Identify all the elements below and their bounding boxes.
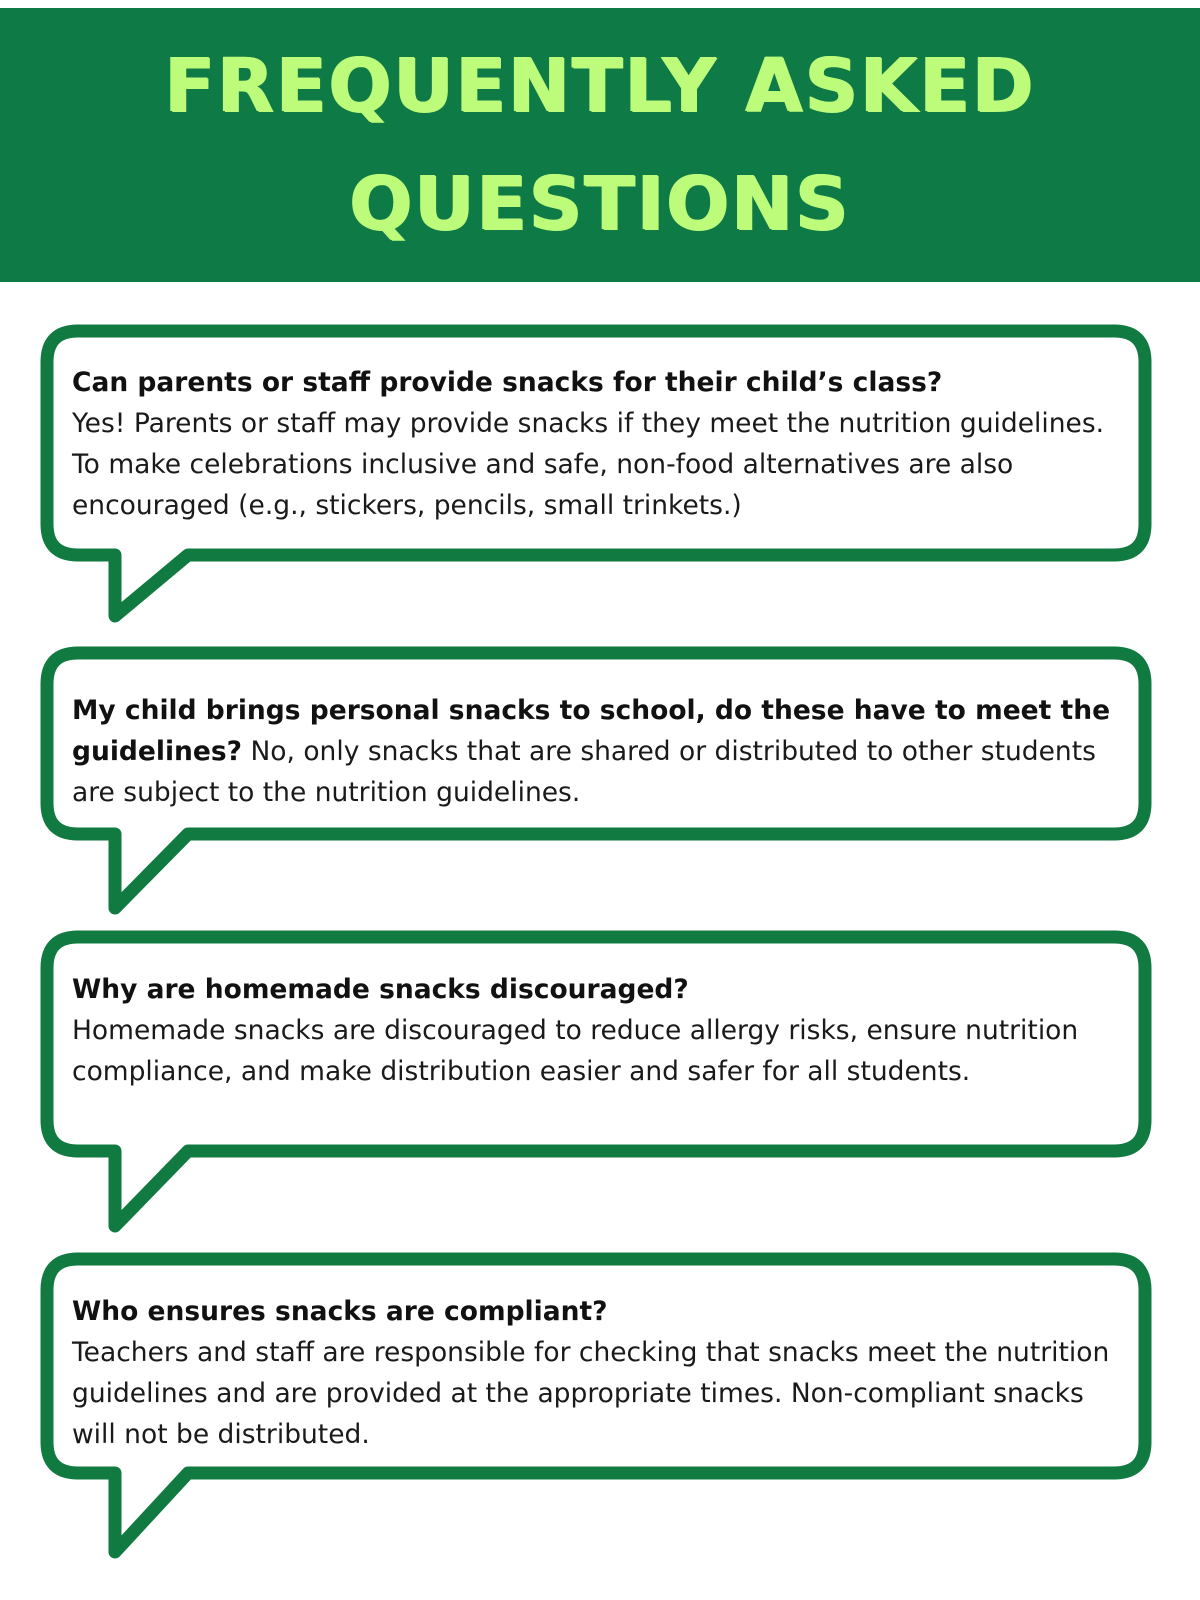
- faq-text-3: [72, 969, 1112, 1092]
- page-header: [0, 8, 1200, 282]
- faq-question-4: Who ensures snacks are compliant?: [72, 1296, 608, 1327]
- faq-answer-4: Teachers and staff are responsible for checking that snacks meet the nutrition guidelines and are provided at the appropriate times. Non-compliant snacks will not be distributed.: [72, 1337, 1110, 1450]
- page-title-line-1: FREQUENTLY ASKED: [164, 43, 1036, 129]
- faq-answer-1: Yes! Parents or staff may provide snacks if they meet the nutrition guidelines. To make celebrations inclusive and safe, non-food alternatives are also encouraged (e.g., stickers, pencils, small trinkets.): [72, 408, 1105, 521]
- faq-text-2: [72, 690, 1112, 813]
- faq-question-1: Can parents or staff provide snacks for their child’s class?: [72, 367, 943, 398]
- faq-answer-2: No, only snacks that are shared or distributed to other students are subject to the nutrition guidelines.: [72, 736, 1096, 808]
- faq-question-3: Why are homemade snacks discouraged?: [72, 974, 689, 1005]
- faq-answer-3: Homemade snacks are discouraged to reduce allergy risks, ensure nutrition compliance, and make distribution easier and safer for all students.: [72, 1015, 1079, 1087]
- faq-text-4: [72, 1291, 1112, 1455]
- faq-text-1: [72, 362, 1112, 526]
- faq-question-2: My child brings personal snacks to school, do these have to meet the guidelines?: [72, 695, 1111, 767]
- page-title-line-2: QUESTIONS: [349, 161, 851, 247]
